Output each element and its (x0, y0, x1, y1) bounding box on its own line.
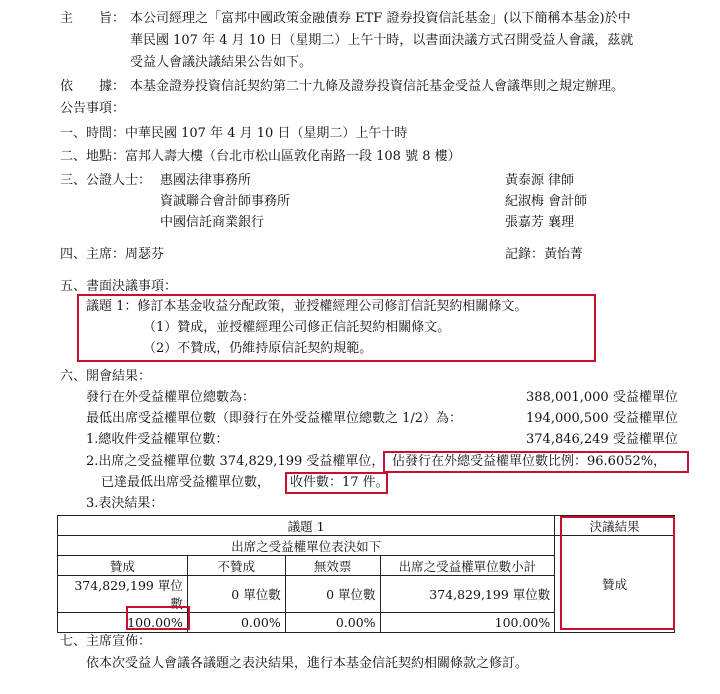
units-subtotal: 374,829,199 單位數 (380, 576, 555, 613)
attend-units-text: 2.出席之受益權單位數 374,829,199 受益權單位， (86, 454, 385, 469)
resolution-label: 五、書面決議事項： (60, 279, 178, 294)
received-units-label: 1.總收件受益權單位數： (86, 432, 229, 447)
attend-count: 收件數：17 件。 (290, 475, 389, 490)
notary-person-3: 張嘉芳 襄理 (505, 215, 575, 230)
result-value-cell: 贊成 (555, 536, 675, 633)
meeting-time: 一、時間：中華民國 107 年 4 月 10 日（星期二）上午十時 (60, 126, 408, 141)
col-reject: 不贊成 (187, 556, 285, 576)
meeting-location: 二、地點：富邦人壽大樓（台北市松山區敦化南路一段 108 號 8 樓） (60, 149, 461, 164)
notary-org-2: 資誠聯合會計師事務所 (160, 194, 291, 209)
col-approve: 贊成 (58, 556, 188, 576)
min-units-label: 最低出席受益權單位數（即發行在外受益權單位總數之 1/2）為： (86, 411, 463, 426)
chair: 四、主席：周瑟芬 (60, 247, 165, 262)
notice-label: 公告事項： (60, 101, 126, 116)
col-invalid: 無效票 (285, 556, 380, 576)
notary-person-1: 黃泰源 律師 (505, 173, 575, 188)
units-invalid: 0 單位數 (285, 576, 380, 613)
approve-percent-highlight-box (126, 606, 190, 630)
basis-text: 本基金證券投資信託契約第二十九條及證券投資信託基金受益人會議準則之規定辦理。 (130, 79, 625, 94)
total-units-value: 388,001,000 受益權單位 (526, 390, 678, 405)
percent-subtotal: 100.00% (380, 613, 555, 633)
sub-header-cell: 出席之受益權單位表決如下 (58, 536, 555, 556)
percent-reject: 0.00% (187, 613, 285, 633)
announce-text: 依本次受益人會議各議題之表決結果，進行本基金信託契約相關條款之修訂。 (86, 656, 529, 671)
subject-line-1: 本公司經理之「富邦中國政策金融債券 ETF 證券投資信託基金」(以下簡稱本基金)於中 (130, 11, 631, 26)
option-approve: （1）贊成，並授權經理公司修正信託契約相關條文。 (143, 320, 451, 335)
attend-ratio: 佔發行在外總受益權單位數比例：96.6052%， (392, 454, 667, 469)
notary-person-2: 紀淑梅 會計師 (505, 194, 588, 209)
attend-threshold-text: 已達最低出席受益權單位數， (101, 475, 271, 490)
subject-line-2: 華民國 107 年 4 月 10 日（星期二）上午十時，以書面決議方式召開受益人會議，茲就 (130, 33, 634, 48)
notary-org-3: 中國信託商業銀行 (160, 215, 265, 230)
notary-label: 三、公證人士： (60, 173, 152, 188)
recorder: 記錄：黃怡菁 (505, 247, 584, 262)
vote-label: 3.表決結果： (86, 496, 164, 511)
notary-org-1: 惠國法律事務所 (160, 173, 252, 188)
option-reject: （2）不贊成，仍維持原信託契約規範。 (143, 341, 373, 356)
received-units-value: 374,846,249 受益權單位 (526, 432, 678, 447)
units-reject: 0 單位數 (187, 576, 285, 613)
col-subtotal: 出席之受益權單位數小計 (380, 556, 555, 576)
min-units-value: 194,000,500 受益權單位 (526, 411, 678, 426)
results-label: 六、開會結果： (60, 369, 152, 384)
subject-label: 主 旨： (60, 11, 126, 26)
result-header-cell: 決議結果 (555, 516, 675, 536)
total-units-label: 發行在外受益權單位總數為： (86, 390, 256, 405)
proposal-text: 議題 1：修訂本基金收益分配政策，並授權經理公司修訂信託契約相關條文。 (86, 299, 528, 314)
announce-label: 七、主席宣佈： (60, 634, 152, 649)
subject-line-3: 受益人會議決議結果公告如下。 (130, 55, 313, 70)
units-approve: 374,829,199 單位數 (58, 576, 188, 613)
result-highlight-box (560, 516, 675, 630)
percent-invalid: 0.00% (285, 613, 380, 633)
proposal-header-cell: 議題 1 (58, 516, 555, 536)
percent-approve: 100.00% (58, 613, 188, 633)
basis-label: 依 據： (60, 79, 126, 94)
